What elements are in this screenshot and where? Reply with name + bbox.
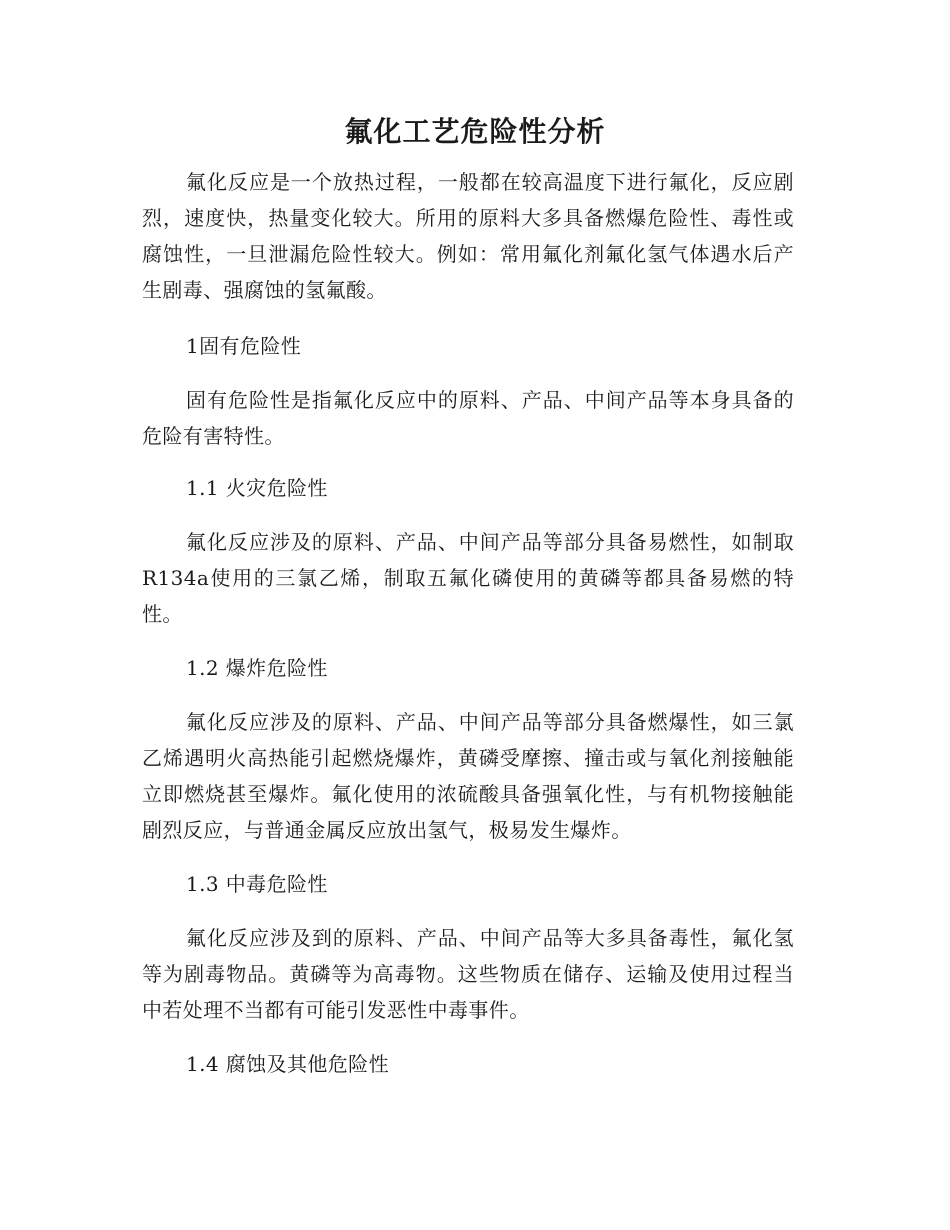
- section-1-paragraph: 固有危险性是指氟化反应中的原料、产品、中间产品等本身具备的危险有害特性。: [142, 388, 794, 448]
- section-heading-1-4: 1.4 腐蚀及其他危险性: [186, 1052, 389, 1076]
- section-heading-1-3: 1.3 中毒危险性: [186, 872, 328, 896]
- section-heading-1-2: 1.2 爆炸危险性: [186, 656, 328, 680]
- section-heading-1-1: 1.1 火灾危险性: [186, 476, 328, 500]
- section-heading-1: 1固有危险性: [186, 334, 302, 358]
- section-1-3-paragraph: 氟化反应涉及到的原料、产品、中间产品等大多具备毒性，氟化氢等为剧毒物品。黄磷等为高毒物。这些物质在储存、运输及使用过程当中若处理不当都有可能引发恶性中毒事件。: [142, 926, 794, 1022]
- section-1-2-paragraph: 氟化反应涉及的原料、产品、中间产品等部分具备燃爆性，如三氯乙烯遇明火高热能引起燃烧爆炸，黄磷受摩擦、撞击或与氧化剂接触能立即燃烧甚至爆炸。氟化使用的浓硫酸具备强氧化性，与有机物接触能剧烈反应，与普通金属反应放出氢气，极易发生爆炸。: [142, 710, 794, 842]
- intro-paragraph: 氟化反应是一个放热过程，一般都在较高温度下进行氟化，反应剧烈，速度快，热量变化较大。所用的原料大多具备燃爆危险性、毒性或腐蚀性，一旦泄漏危险性较大。例如：常用氟化剂氟化氢气体遇水后产生剧毒、强腐蚀的氢氟酸。: [142, 170, 794, 302]
- section-1-1-paragraph: 氟化反应涉及的原料、产品、中间产品等部分具备易燃性，如制取R134a使用的三氯乙烯，制取五氟化磷使用的黄磷等都具备易燃的特性。: [142, 530, 794, 626]
- page-title: 氟化工艺危险性分析: [344, 115, 606, 148]
